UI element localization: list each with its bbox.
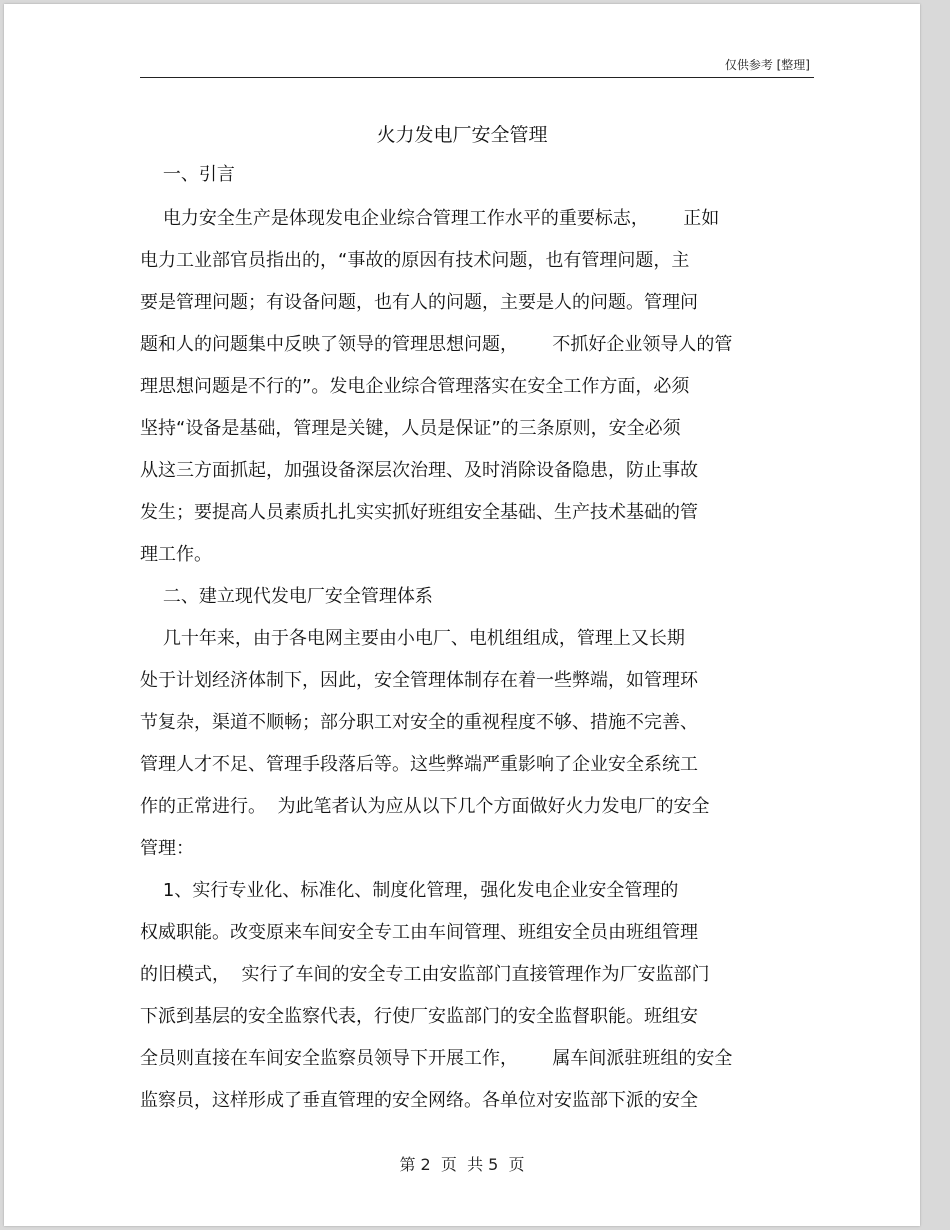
header-note: 仅供参考 [整理]	[724, 58, 810, 72]
body-line: 从这三方面抓起，加强设备深层次治理、及时消除设备隐患，防止事故	[140, 460, 698, 481]
body-line: 处于计划经济体制下，因此，安全管理体制存在着一些弊端，如管理环	[140, 670, 698, 691]
body-line: 发生；要提高人员素质扎扎实实抓好班组安全基础、生产技术基础的管	[140, 502, 698, 523]
body-line: 管理：	[140, 838, 194, 859]
body-line: 管理人才不足、管理手段落后等。这些弊端严重影响了企业安全系统工	[140, 754, 698, 775]
body-line: 1、实行专业化、标准化、制度化管理，强化发电企业安全管理的	[140, 880, 679, 901]
body-line: 一、引言	[140, 164, 235, 185]
body-line: 监察员，这样形成了垂直管理的安全网络。各单位对安监部下派的安全	[140, 1090, 698, 1111]
body-line: 题和人的问题集中反映了领导的管理思想问题， 不抓好企业领导人的管	[140, 334, 733, 355]
body-line: 全员则直接在车间安全监察员领导下开展工作， 属车间派驻班组的安全	[140, 1048, 733, 1069]
page-number: 第 2 页 共 5 页	[399, 1155, 525, 1174]
body-line: 下派到基层的安全监察代表，行使厂安监部门的安全监督职能。班组安	[140, 1006, 698, 1027]
body-line: 几十年来，由于各电网主要由小电厂、电机组组成，管理上又长期	[140, 628, 685, 649]
body-line: 的旧模式， 实行了车间的安全专工由安监部门直接管理作为厂安监部门	[140, 964, 710, 985]
body-line: 权威职能。改变原来车间安全专工由车间管理、班组安全员由班组管理	[140, 922, 698, 943]
body-line: 节复杂，渠道不顺畅；部分职工对安全的重视程度不够、措施不完善、	[140, 712, 698, 733]
section-heading: 二、建立现代发电厂安全管理体系	[140, 586, 433, 607]
document-title: 火力发电厂安全管理	[376, 124, 548, 146]
body-line: 理工作。	[140, 544, 212, 565]
body-line: 电力安全生产是体现发电企业综合管理工作水平的重要标志， 正如	[140, 208, 720, 229]
body-line: 理思想问题是不行的”。发电企业综合管理落实在安全工作方面，必须	[140, 376, 690, 397]
body-line: 电力工业部官员指出的，“事故的原因有技术问题，也有管理问题，主	[140, 250, 690, 271]
body-line: 作的正常进行。 为此笔者认为应从以下几个方面做好火力发电厂的安全	[140, 796, 710, 817]
header-rule	[140, 77, 814, 78]
body-line: 坚持“设备是基础，管理是关键，人员是保证”的三条原则，安全必须	[140, 418, 681, 439]
document-page	[4, 4, 920, 1226]
body-line: 要是管理问题；有设备问题，也有人的问题，主要是人的问题。管理问	[140, 292, 698, 313]
